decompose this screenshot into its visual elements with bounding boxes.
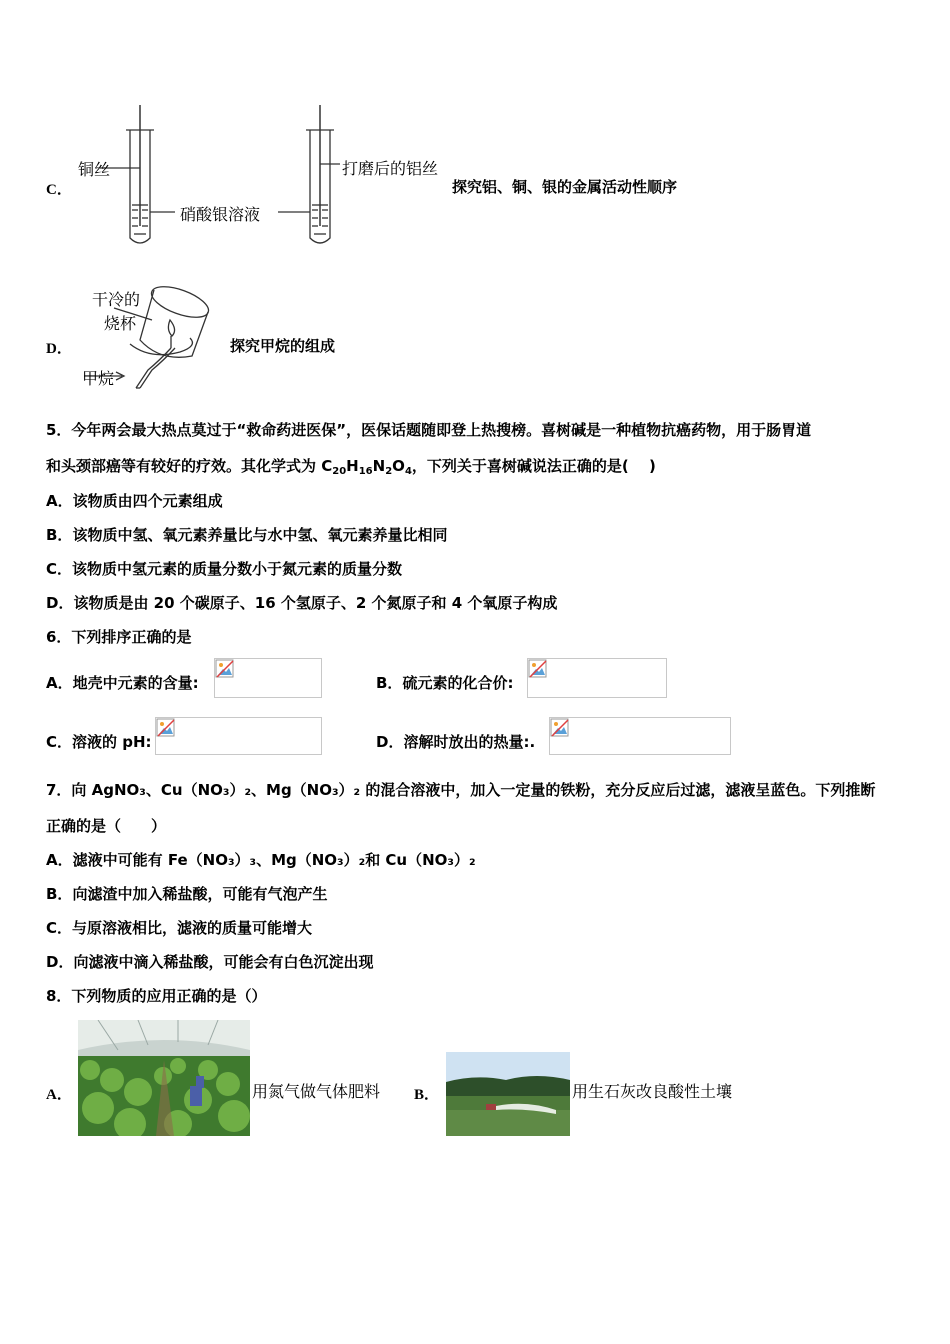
q6-option-c: C．溶液的 pH:: [46, 733, 152, 751]
q8-option-b-text: 用生石灰改良酸性土壤: [572, 1082, 733, 1101]
q5-option-d: D．该物质是由 20 个碳原子、16 个氢原子、2 个氮原子和 4 个氧原子构成: [46, 594, 558, 612]
label-methane: 甲烷: [82, 369, 115, 388]
q5-option-a: A．该物质由四个元素组成: [46, 492, 223, 510]
q7-option-b: B．向滤渣中加入稀盐酸，可能有气泡产生: [46, 885, 328, 903]
q5-option-c: C．该物质中氢元素的质量分数小于氮元素的质量分数: [46, 560, 403, 578]
q6-option-c-broken-image: [155, 717, 322, 755]
q6-option-d: D．溶解时放出的热量:.: [376, 733, 536, 751]
q6-option-a-broken-image: [214, 658, 322, 698]
label-beaker: 烧杯: [104, 314, 137, 333]
broken-image-icon: [528, 659, 548, 679]
q5-option-b: B．该物质中氢、氧元素养量比与水中氢、氧元素养量比相同: [46, 526, 448, 544]
q6-option-b-broken-image: [527, 658, 667, 698]
q8-stem: 8．下列物质的应用正确的是（）: [46, 987, 267, 1005]
q4-option-d-caption: 探究甲烷的组成: [230, 337, 336, 355]
q4-option-c-caption: 探究铝、铜、银的金属活动性顺序: [452, 178, 678, 196]
test-tube-left: [100, 105, 175, 243]
label-dry-cold: 干冷的: [92, 290, 141, 309]
q6-option-a: A．地壳中元素的含量:: [46, 674, 199, 692]
q6-option-d-broken-image: [549, 717, 731, 755]
q7-stem-line1: 7．向 AgNO₃、Cu（NO₃）₂、Mg（NO₃）₂ 的混合溶液中，加入一定量的铁粉，充分反应后过滤，滤液呈蓝色。下列推断: [46, 781, 876, 799]
broken-image-icon: [156, 718, 176, 738]
label-silver-nitrate-solution: 硝酸银溶液: [180, 205, 261, 224]
q5-stem-line1: 5．今年两会最大热点莫过于“救命药进医保”，医保话题随即登上热搜榜。喜树碱是一种植物抗癌药物，用于肠胃道: [46, 421, 812, 439]
label-copper-wire: 铜丝: [78, 160, 111, 179]
label-polished-aluminum-wire: 打磨后的铝丝: [342, 159, 439, 178]
broken-image-icon: [215, 659, 235, 679]
q7-option-d: D．向滤液中滴入稀盐酸，可能会有白色沉淀出现: [46, 953, 374, 971]
q8-option-b-letter: B．: [414, 1087, 440, 1103]
farmland-photo: [446, 1052, 570, 1136]
test-tube-right: [278, 105, 340, 243]
q5-stem-line2: 和头颈部癌等有较好的疗效。其化学式为 $C_{20}H_{16}N_2O_4$，下列关于喜树碱说法正确的是( ): [46, 457, 656, 477]
q6-stem: 6．下列排序正确的是: [46, 628, 192, 646]
q4-option-d-letter: D．: [46, 341, 72, 357]
greenhouse-photo: [78, 1020, 250, 1136]
q4-option-c-letter: C．: [46, 182, 72, 198]
q7-option-c: C．与原溶液相比，滤液的质量可能增大: [46, 919, 313, 937]
q7-stem-line2: 正确的是（ ）: [46, 817, 167, 835]
q8-option-a-text: 用氮气做气体肥料: [252, 1082, 381, 1101]
q7-option-a: A．滤液中可能有 Fe（NO₃）₃、Mg（NO₃）₂和 Cu（NO₃）₂: [46, 851, 476, 869]
q8-option-a-letter: A．: [46, 1087, 72, 1103]
broken-image-icon: [550, 718, 570, 738]
q6-option-b: B．硫元素的化合价:: [376, 674, 514, 692]
